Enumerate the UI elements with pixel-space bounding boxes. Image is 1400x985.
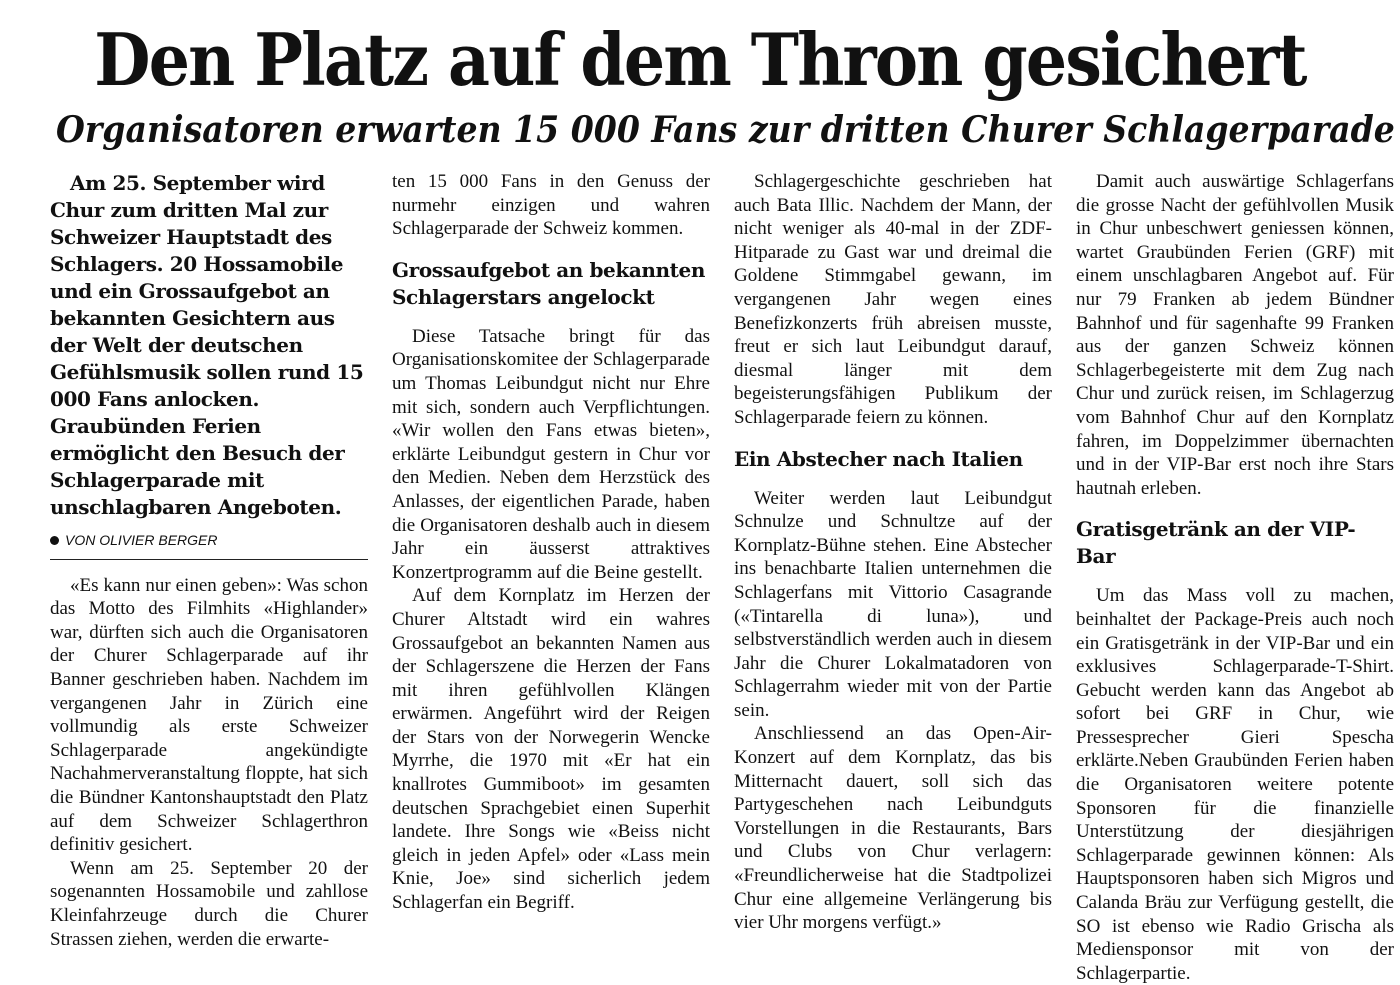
paragraph: Weiter werden laut Leibundgut Schnulze und Schnultze auf der Kornplatz-Bühne stehen. Eine Abstecher ins benachbarte Italien unternehmen die Schlagerfans mit Vittorio Casagrande («Tintarella di luna»), und selbstverständlich werden auch in diesem Jahr die Churer Lokalmatadoren von Schlagerrahm wieder mit von der Partie sein. — [734, 487, 1052, 721]
subheadline: Organisatoren erwarten 15 000 Fans zur dritten Churer Schlagerparade — [56, 109, 1395, 151]
section-heading: Ein Abstecher nach Italien — [734, 446, 1023, 471]
column-4 — [1076, 170, 1394, 985]
section-heading: Grossaufgebot an bekannten Schlagerstars angelockt — [392, 257, 705, 309]
paragraph: ten 15 000 Fans in den Genuss der nurmehr einzigen und wahren Schlagerparade der Schweiz kommen. — [392, 171, 710, 240]
paragraph: «Es kann nur einen geben»: Was schon das Motto des Filmhits «Highlander» war, dürften sich auch die Organisatoren der Churer Schlagerparade auf ihr Banner geschrieben haben. Nachdem im vergangenen Jahr in Zürich eine vollmundig als erste Schweizer Schlagerparade angekündigte Nachahmerveranstaltung floppte, hat sich die Bündner Kantonshauptstadt den Platz auf dem Schweizer Schlagerthron definitiv gesichert. — [50, 574, 368, 856]
byline — [50, 529, 368, 560]
column-1 — [50, 170, 368, 951]
paragraph: Anschliessend an das Open-Air-Konzert auf dem Kornplatz, das bis Mitternacht dauert, soll sich das Partygeschehen nach Leibundguts Vorstellungen in die Restaurants, Bars und Clubs von Chur verlagern: «Freundlicherweise hat die Stadtpolizei Chur eine allgemeine Verlängerung bis vier Uhr morgens verfügt.» — [734, 723, 1052, 934]
byline-text: VON OLIVIER BERGER — [65, 532, 218, 548]
column-3 — [734, 170, 1052, 935]
paragraph: Um das Mass voll zu machen, beinhaltet der Package-Preis auch noch ein Gratisgetränk in der VIP-Bar und ein exklusives Schlagerparade-T-Shirt. Gebucht werden kann das Angebot ab sofort bei GRF in Chur, wie Pressesprecher Gieri Spescha erklärte.Neben Graubünden Ferien haben die Organisatoren weitere potente Sponsoren für die finanzielle Unterstützung der diesjährigen Schlagerparade gewinnen können: Als Hauptsponsoren haben sich Migros und Calanda Bräu zur Verfügung gestellt, die SO ist ebenso wie Radio Grischa als Mediensponsor mit von der Schlagerpartie. — [1076, 585, 1394, 984]
paragraph: Damit auch auswärtige Schlagerfans die grosse Nacht der gefühlvollen Musik in Chur unbeschwert geniessen können, wartet Graubünden Ferien (GRF) mit einem unschlagbaren Angebot auf. Für nur 79 Franken ab jedem Bündner Bahnhof und für sagenhafte 99 Franken aus der ganzen Schweiz können Schlagerbegeisterte mit dem Zug nach Chur und zurück reisen, im Schlagerzug vom Bahnhof Chur auf den Kornplatz fahren, im Doppelzimmer übernachten und in der VIP-Bar erst noch ihre Stars hautnah erleben. — [1076, 171, 1394, 499]
paragraph: Auf dem Kornplatz im Herzen der Churer Altstadt wird ein wahres Grossaufgebot an bekannten Namen aus der Schlagerszene die Herzen der Fans mit ihren gefühlvollen Klängen erwärmen. Angeführt wird der Reigen der Stars von der Norwegerin Wencke Myrrhe, die 1970 mit «Er hat ein knallrotes Gummiboot» im gesamten deutschen Sprachgebiet einen Superhit landete. Ihre Songs wie «Beiss nicht gleich in jeden Apfel» oder «Lass mein Knie, Joe» sind sicherlich jedem Schlagerfan ein Begriff. — [392, 585, 710, 914]
column-2 — [392, 170, 710, 915]
section-heading: Gratisgetränk an der VIP-Bar — [1076, 517, 1356, 569]
paragraph: Wenn am 25. September 20 der sogenannten Hossamobile und zahllose Kleinfahrzeuge durch die Churer Strassen ziehen, werden die erwarte- — [50, 857, 368, 950]
headline: Den Platz auf dem Thron gesichert — [94, 17, 1306, 102]
lead-paragraph: Am 25. September wird Chur zum dritten Mal zur Schweizer Hauptstadt des Schlagers. 20 Hossamobile und ein Grossaufgebot an bekannten Gesichtern aus der Welt der deutschen Gefühlsmusik sollen rund 15 000 Fans anlocken. Graubünden Ferien ermöglicht den Besuch der Schlagerparade mit unschlagbaren Angeboten. — [50, 171, 364, 519]
paragraph: Diese Tatsache bringt für das Organisationskomitee der Schlagerparade um Thomas Leibundgut nicht nur Ehre mit sich, sondern auch Verpflichtungen. «Wir wollen den Fans etwas bieten», erklärte Leibundgut gestern in Chur vor den Medien. Neben dem Herzstück des Anlasses, der eigentlichen Parade, haben die Organisatoren deshalb auch in diesem Jahr ein äusserst attraktives Konzertprogramm auf die Beine gestellt. — [392, 325, 710, 583]
paragraph: Schlagergeschichte geschrieben hat auch Bata Illic. Nachdem der Mann, der nicht weniger als 40-mal in der ZDF-Hitparade zu Gast war und dreimal die Goldene Stimmgabel gewann, im vergangenen Jahr wegen eines Benefizkonzerts früh abreisen musste, freut er sich laut Leibundgut darauf, diesmal länger mit dem begeisterungsfähigen Publikum der Schlagerparade feiern zu können. — [734, 171, 1052, 428]
bullet-icon — [50, 536, 59, 545]
